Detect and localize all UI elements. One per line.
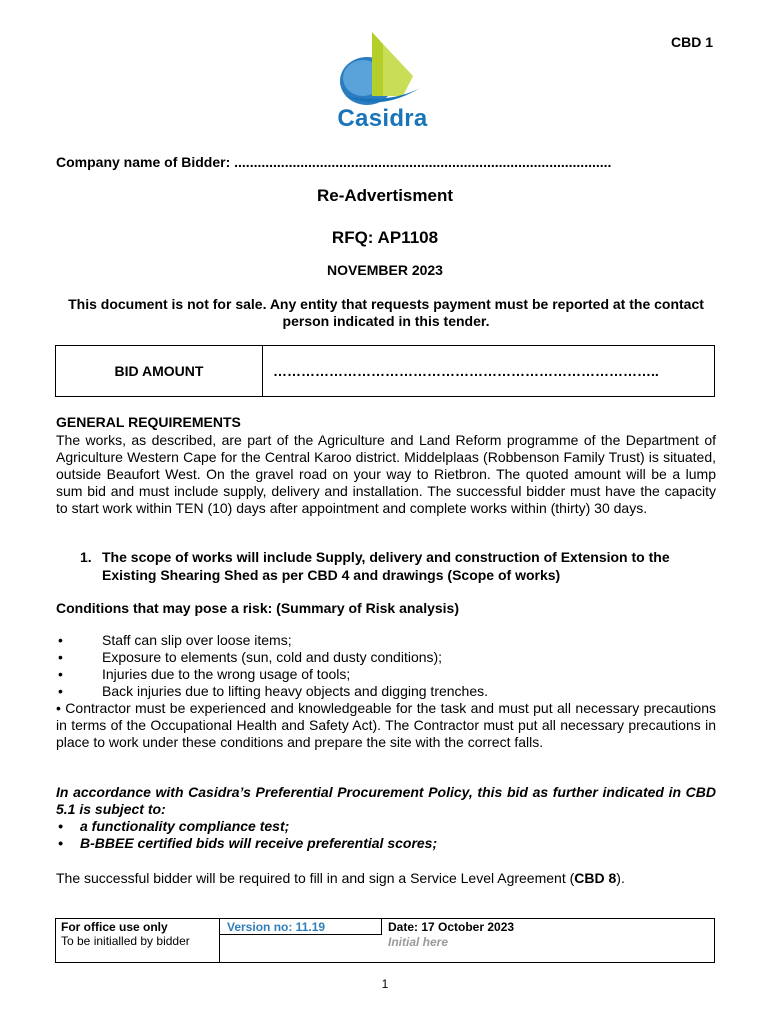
bid-amount-label: BID AMOUNT [56,346,263,396]
page-number: 1 [381,977,389,991]
initial-by-bidder-label: To be initialled by bidder [61,934,190,948]
policy-text: a functionality compliance test; [80,818,290,834]
rfq-number: RFQ: AP1108 [331,228,439,247]
risk-text: Exposure to elements (sun, cold and dusty conditions); [102,649,443,665]
risk-conditions-heading: Conditions that may pose a risk: (Summary of Risk analysis) [56,600,459,616]
bullet: • [58,835,63,851]
risk-item-contractor: • Contractor must be experienced and knowledgeable for the task and must put all necessary precautions in terms of the Occupational Health and Safety Act). The Contractor must put all necessary precautions in place to work under these conditions and prepare the site with the correct falls. [56,700,716,750]
bullet: • [58,818,63,834]
scope-number: 1. [80,549,92,565]
policy-item [56,818,716,835]
company-name-field[interactable]: Company name of Bidder: ................................................................................................. [56,154,612,170]
date-cell [382,919,714,962]
bullet: • [58,683,63,699]
risk-text: Staff can slip over loose items; [102,632,292,648]
risk-item [56,632,716,649]
office-use-label: For office use only [61,920,168,934]
bid-amount-table [55,345,715,397]
general-requirements-body: The works, as described, are part of the Agriculture and Land Reform programme of the Department of Agriculture Western Cape for the Central Karoo district. Middelplaas (Robbenson Family Trust) is situated, outside Beaufort West. On the gravel road on your way to Rietbron. The quoted amount will be a lump sum bid and must include supply, delivery and installation. The successful bidder must have the capacity to start work within TEN (10) days after appointment and complete works within (thirty) 30 days. [56,432,716,516]
sla-statement [56,870,625,886]
general-requirements-heading: GENERAL REQUIREMENTS [56,414,241,430]
bullet: • [58,632,63,648]
office-use-table [55,918,715,963]
sla-text-end: ). [616,870,625,886]
risk-item [56,649,716,666]
sale-notice: This document is not for sale. Any entity that requests payment must be reported at the contact person indicated in this tender. [68,296,704,329]
document-code: CBD 1 [670,34,713,50]
risk-item [56,666,716,683]
document-date: Date: 17 October 2023 [388,920,515,934]
document-title: Re-Advertisment [316,186,454,205]
bullet: • [58,666,63,682]
sla-text: The successful bidder will be required to fill in and sign a Service Level Agreement ( [56,870,575,886]
policy-intro: In accordance with Casidra’s Preferential Procurement Policy, this bid as further indicated in CBD 5.1 is subject to: [56,784,716,817]
office-use-cell [56,919,220,962]
policy-text: B-BBEE certified bids will receive preferential scores; [80,835,438,851]
policy-item [56,835,716,852]
bullet: • [58,649,63,665]
logo-graphic [325,26,440,111]
scope-item [80,548,720,584]
sla-cbd-ref: CBD 8 [574,870,617,886]
risk-item [56,683,716,700]
version-number: Version no: 11.19 [220,919,382,935]
risk-text: Back injuries due to lifting heavy objects and digging trenches. [102,683,489,699]
risk-text: Injuries due to the wrong usage of tools; [102,666,351,682]
initial-here-field[interactable]: Initial here [388,935,449,949]
document-month: NOVEMBER 2023 [327,262,443,278]
risk-list [56,632,716,751]
scope-text: The scope of works will include Supply, delivery and construction of Extension to the Existing Shearing Shed as per CBD 4 and drawings (Scope of works) [102,549,670,583]
bid-amount-field[interactable]: ……………………………………………………………………….. [273,363,659,379]
procurement-policy [56,784,716,852]
logo-text: Casidra [337,105,428,132]
